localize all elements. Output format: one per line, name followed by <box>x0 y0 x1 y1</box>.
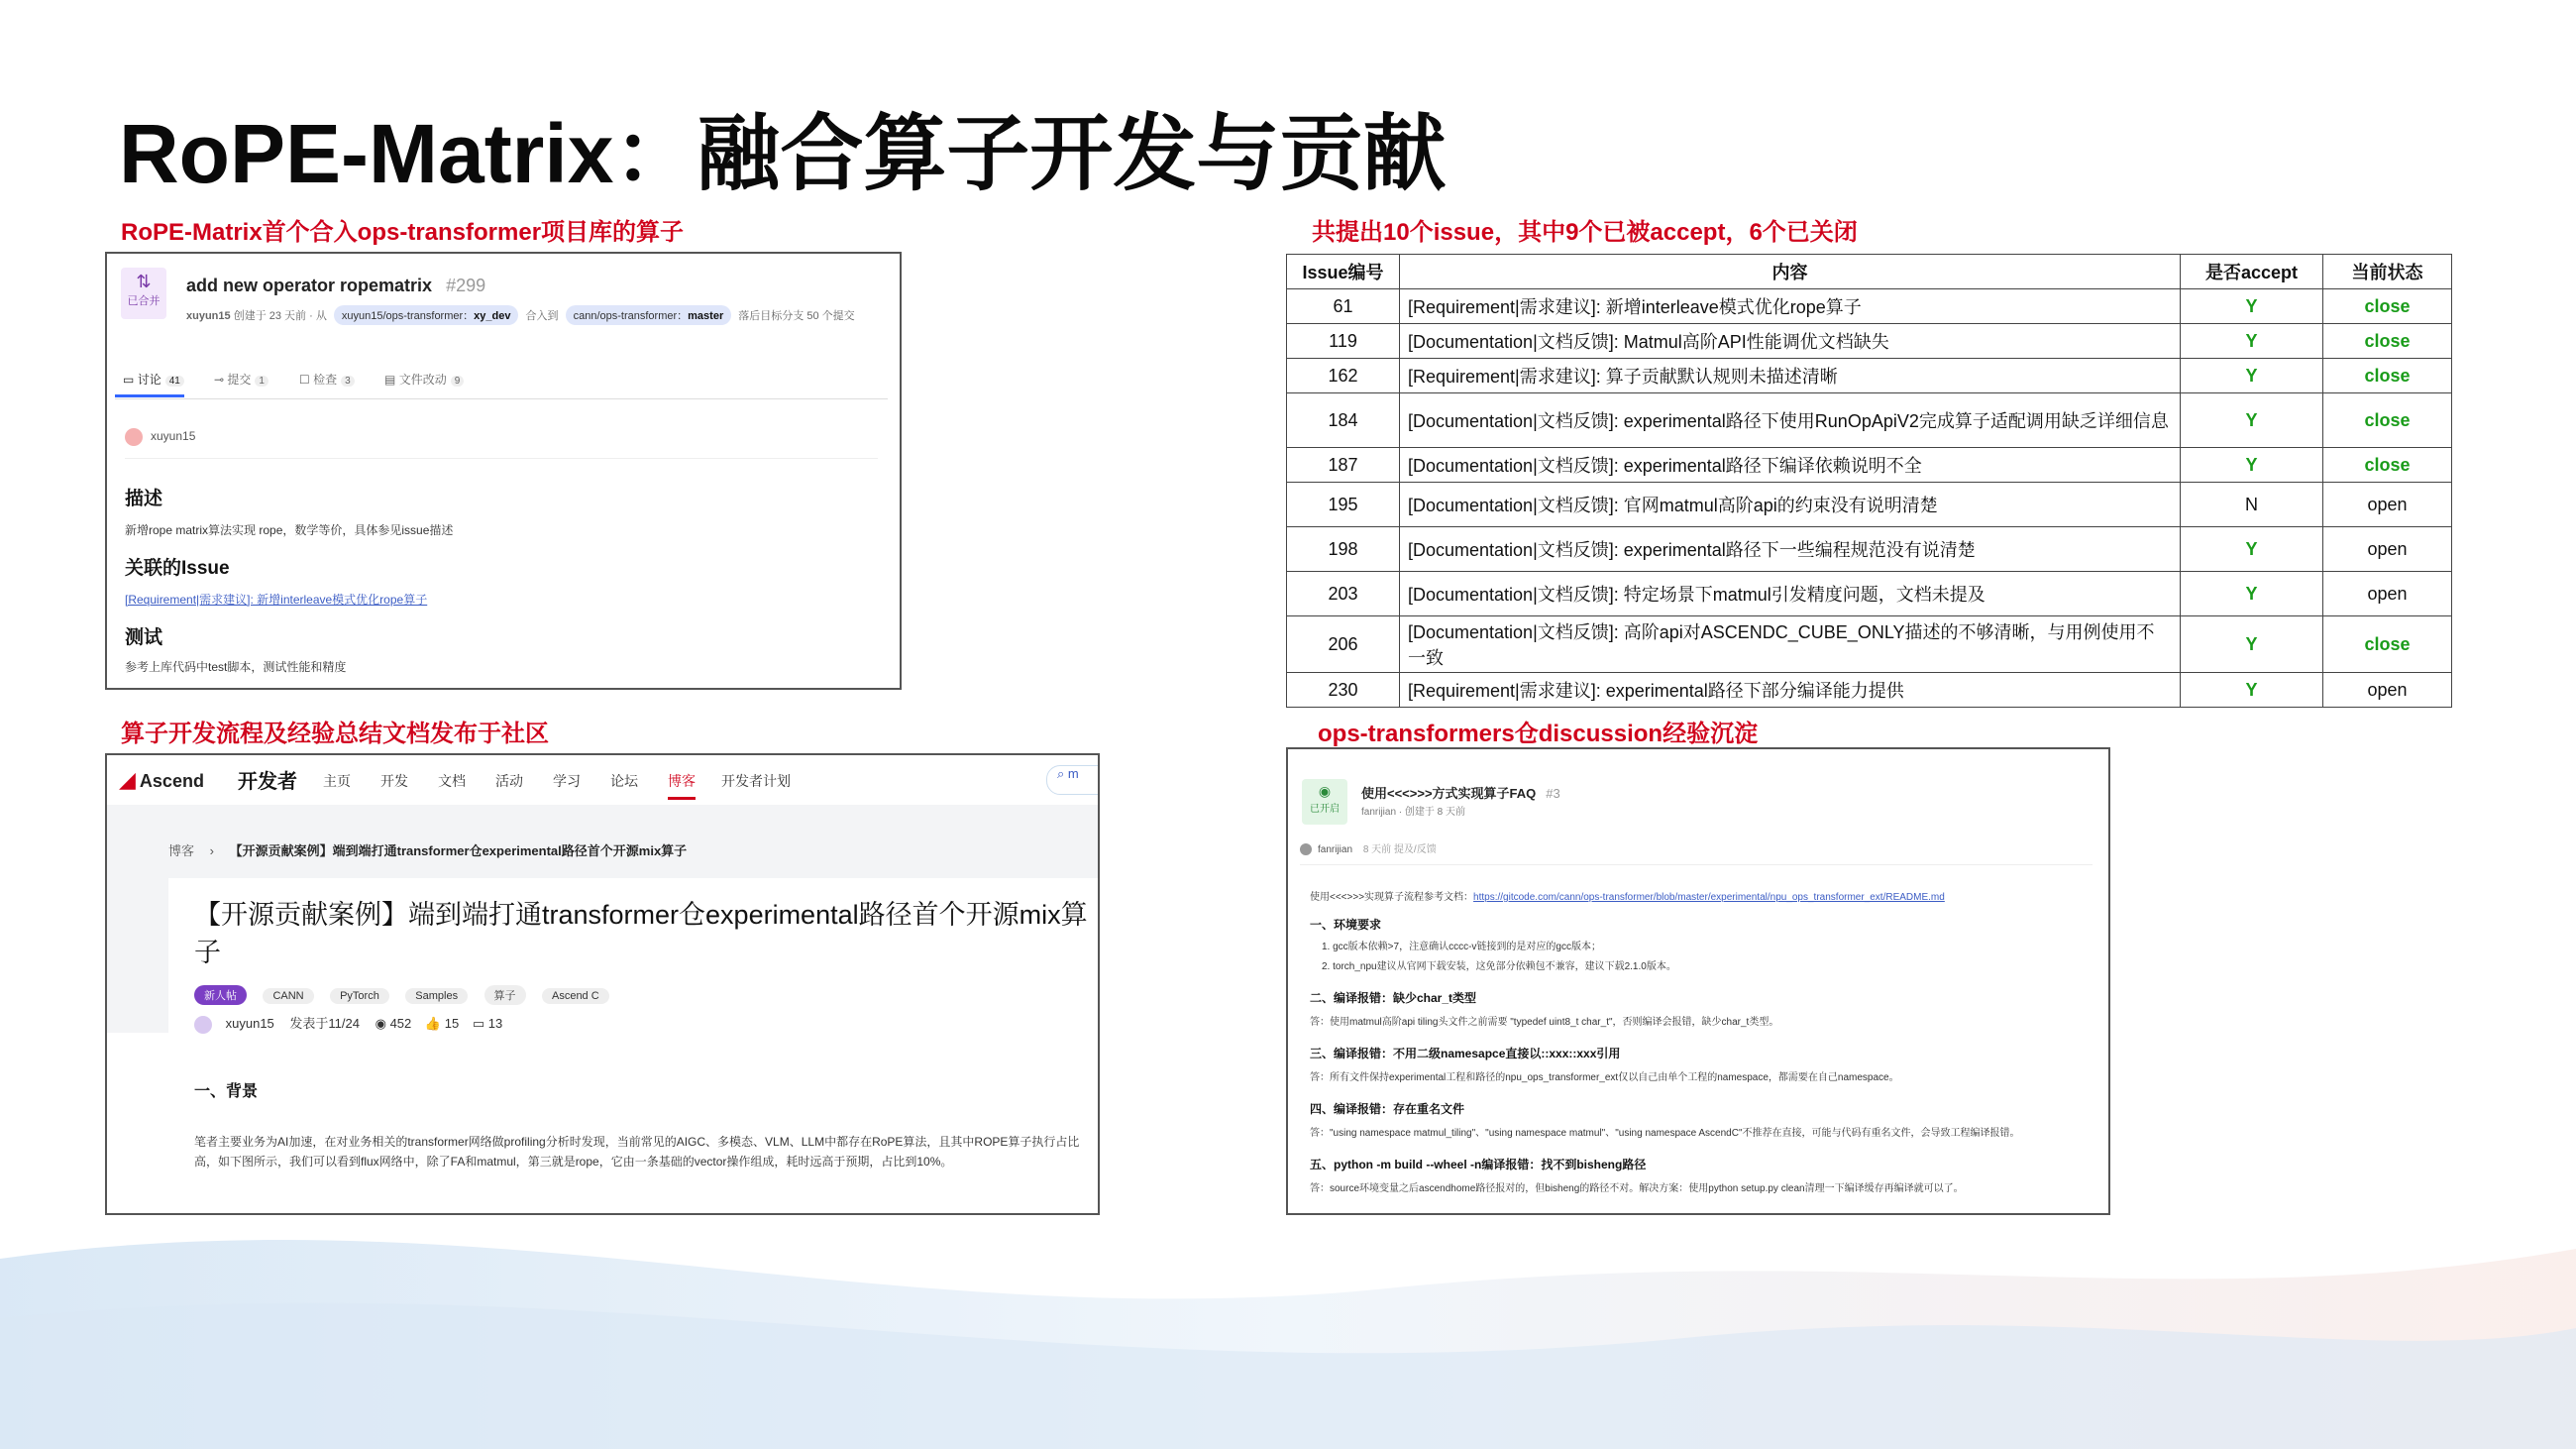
avatar[interactable] <box>194 1016 212 1034</box>
table-header-row <box>1287 255 2452 289</box>
article-title: 【开源贡献案例】端到端打通transformer仓experimental路径首个开源mix算子 <box>194 900 1088 967</box>
issue-accept: Y <box>2181 673 2323 708</box>
faq-heading-1: 一、环境要求 <box>1310 918 1382 932</box>
pr-number: #299 <box>446 276 486 295</box>
nav-dev-program[interactable]: 开发者计划 <box>721 773 791 789</box>
discussion-title[interactable]: 使用<<<>>>方式实现算子FAQ #3 <box>1361 786 1560 801</box>
tab-commits[interactable]: ⊸ 提交 1 <box>214 371 268 388</box>
comment-header: fanrijian 8 天前 提及/反馈 <box>1300 840 2093 865</box>
table-row <box>1287 673 2452 708</box>
nav-events[interactable]: 活动 <box>495 773 523 789</box>
tag-ascend-c[interactable]: Ascend C <box>542 988 609 1004</box>
tag-pytorch[interactable]: PyTorch <box>330 988 389 1004</box>
issue-id: 198 <box>1287 527 1400 572</box>
issue-id: 162 <box>1287 359 1400 393</box>
table-row <box>1287 324 2452 359</box>
linked-issue-link[interactable]: [Requirement|需求建议]: 新增interleave模式优化rope算子 <box>125 593 428 607</box>
tag-cann[interactable]: CANN <box>263 988 313 1004</box>
issue-accept: Y <box>2181 572 2323 616</box>
comment-header: xuyun15 <box>125 428 878 459</box>
desc-heading: 描述 <box>125 489 163 509</box>
tag-newbie[interactable]: 新人帖 <box>194 985 247 1005</box>
col-status: 当前状态 <box>2323 255 2452 289</box>
search-icon: ⌕ <box>1057 766 1065 781</box>
issue-status: open <box>2323 572 2452 616</box>
tab-files[interactable]: ▤ 文件改动 9 <box>384 371 464 388</box>
section-label-issues: 共提出10个issue，其中9个已被accept，6个已关闭 <box>1312 219 1858 246</box>
issue-accept: N <box>2181 483 2323 527</box>
faq-heading-5: 五、python -m build --wheel -n编译报错：找不到bisheng路径 <box>1310 1158 1647 1171</box>
issue-id: 187 <box>1287 448 1400 483</box>
section-heading: 一、背景 <box>194 1083 259 1100</box>
issue-accept: Y <box>2181 324 2323 359</box>
article-paragraph: 笔者主要业务为AI加速，在对业务相关的transformer网络做profiling分析时发现，当前常见的AIGC、多模态、VLM、LLM中都存在RoPE算法，且其中ROPE算子执行占比高，如下图所示，我们可以看到flux网络中，除了FA和matmul，第三就是rope，它由一条基础的vector操作组成，耗时远高于预期，占比到10%。 <box>194 1135 1080 1169</box>
issue-content: [Documentation|文档反馈]: experimental路径下编译依赖说明不全 <box>1400 448 2181 483</box>
section-label-docs: 算子开发流程及经验总结文档发布于社区 <box>121 721 549 747</box>
pr-meta: xuyun15 创建于 23 天前 · 从 xuyun15/ops-transformer：xy_dev 合入到 cann/ops-transformer：master 落后目标分支 50 个提交 <box>186 305 855 325</box>
tag-samples[interactable]: Samples <box>405 988 468 1004</box>
faq-intro: 使用<<<>>>实现算子流程参考文档：https://gitcode.com/cann/ops-transformer/blob/master/experimental/npu_ops_transformer_ext/README.md <box>1310 892 1945 903</box>
issue-id: 119 <box>1287 324 1400 359</box>
issue-accept: Y <box>2181 527 2323 572</box>
search-box[interactable]: ⌕ m <box>1046 765 1100 795</box>
avatar <box>125 428 143 446</box>
pr-screenshot <box>105 252 902 690</box>
commit-icon: ⊸ <box>214 373 225 387</box>
issue-content: [Documentation|文档反馈]: 高阶api对ASCENDC_CUBE_ONLY描述的不够清晰，与用例使用不一致 <box>1400 616 2181 673</box>
table-row <box>1287 483 2452 527</box>
issue-accept: Y <box>2181 359 2323 393</box>
col-content: 内容 <box>1400 255 2181 289</box>
issue-status: open <box>2323 483 2452 527</box>
table-row <box>1287 616 2452 673</box>
chevron-right-icon: › <box>209 843 214 858</box>
thumbs-up-icon[interactable]: 👍 <box>424 1016 442 1031</box>
issue-heading: 关联的Issue <box>125 558 230 579</box>
ascend-blog-screenshot <box>105 753 1100 1215</box>
issue-id: 203 <box>1287 572 1400 616</box>
col-accept: 是否accept <box>2181 255 2323 289</box>
merge-icon: ⇅ <box>136 272 152 291</box>
discussion-status-badge: ◉ 已开启 <box>1302 779 1347 825</box>
table-row <box>1287 289 2452 324</box>
faq-line: 2. torch_npu建议从官网下载安装，这免部分依赖包不兼容，建议下载2.1.0版本。 <box>1322 961 1676 972</box>
issue-content: [Documentation|文档反馈]: experimental路径下使用RunOpApiV2完成算子适配调用缺乏详细信息 <box>1400 393 2181 448</box>
table-row <box>1287 393 2452 448</box>
nav-blog[interactable]: 博客 <box>668 773 696 789</box>
nav-home[interactable]: 主页 <box>323 773 351 789</box>
issue-content: [Requirement|需求建议]: 新增interleave模式优化rope算子 <box>1400 289 2181 324</box>
faq-line: 1. gcc版本依赖>7，注意确认cccc-v链接到的是对应的gcc版本； <box>1322 942 1601 952</box>
faq-line: 答：使用matmul高阶api tiling头文件之前需要 "typedef uint8_t char_t"，否则编译会报错，缺少char_t类型。 <box>1310 1017 1779 1028</box>
pr-status-badge: ⇅ 已合并 <box>121 268 166 319</box>
discussion-screenshot <box>1286 747 2110 1215</box>
issue-content: [Documentation|文档反馈]: Matmul高阶API性能调优文档缺失 <box>1400 324 2181 359</box>
issue-status: open <box>2323 527 2452 572</box>
nav-develop[interactable]: 开发 <box>380 773 408 789</box>
faq-heading-4: 四、编译报错：存在重名文件 <box>1310 1102 1465 1116</box>
pr-author[interactable]: xuyun15 <box>186 310 231 322</box>
tab-underline <box>115 394 184 397</box>
issue-accept: Y <box>2181 289 2323 324</box>
desc-text: 新增rope matrix算法实现 rope，数学等价，具体参见issue描述 <box>125 523 454 537</box>
slide-title: RoPE-Matrix：融合算子开发与贡献 <box>119 107 1447 200</box>
issue-status: close <box>2323 393 2452 448</box>
issue-id: 230 <box>1287 673 1400 708</box>
source-branch-chip[interactable]: xuyun15/ops-transformer：xy_dev <box>334 305 519 325</box>
tab-checks[interactable]: ☐ 检查 3 <box>299 371 355 388</box>
issue-accept: Y <box>2181 393 2323 448</box>
readme-link[interactable]: https://gitcode.com/cann/ops-transformer/blob/master/experimental/npu_ops_transformer_ext/README.md <box>1473 892 1945 903</box>
pr-title[interactable]: add new operator ropematrix #299 <box>186 276 486 295</box>
chat-icon: ▭ <box>123 373 135 387</box>
issue-id: 184 <box>1287 393 1400 448</box>
issue-status: close <box>2323 289 2452 324</box>
tag-operator[interactable]: 算子 <box>484 985 526 1005</box>
nav-forum[interactable]: 论坛 <box>610 773 638 789</box>
faq-heading-3: 三、编译报错：不用二级namesapce直接以::xxx::xxx引用 <box>1310 1047 1621 1060</box>
section-label-discussion: ops-transformers仓discussion经验沉淀 <box>1318 721 1759 747</box>
ascend-logo-icon: ◢ <box>119 767 136 792</box>
issue-id: 206 <box>1287 616 1400 673</box>
issue-status: close <box>2323 359 2452 393</box>
table-row <box>1287 572 2452 616</box>
check-icon: ☐ <box>299 373 310 387</box>
faq-line: 答：所有文件保持experimental工程和路径的npu_ops_transformer_ext仅以自己由单个工程的namespace，都需要在自己namespace。 <box>1310 1072 1899 1083</box>
issue-status: close <box>2323 616 2452 673</box>
issue-status: close <box>2323 448 2452 483</box>
pr-tabs <box>115 365 888 399</box>
avatar <box>1300 843 1312 855</box>
issue-status: close <box>2323 324 2452 359</box>
issue-accept: Y <box>2181 616 2323 673</box>
ascend-logo[interactable]: ◢ Ascend <box>119 767 204 792</box>
issue-content: [Requirement|需求建议]: 算子贡献默认规则未描述清晰 <box>1400 359 2181 393</box>
eye-icon: ◉ <box>375 1016 386 1031</box>
issue-id: 61 <box>1287 289 1400 324</box>
target-branch-chip[interactable]: cann/ops-transformer：master <box>566 305 732 325</box>
table-row <box>1287 359 2452 393</box>
discussion-meta: fanrijian · 创建于 8 天前 <box>1361 807 1466 818</box>
file-icon: ▤ <box>384 373 396 387</box>
issue-content: [Documentation|文档反馈]: experimental路径下一些编程规范没有说清楚 <box>1400 527 2181 572</box>
nav-learn[interactable]: 学习 <box>553 773 581 789</box>
check-circle-icon: ◉ <box>1318 783 1332 799</box>
faq-line: 答：source环境变量之后ascendhome路径报对的，但bisheng的路径不对。解决方案：使用python setup.py clean清理一下编译缓存再编译就可以了。 <box>1310 1183 1964 1194</box>
test-heading: 测试 <box>125 627 163 648</box>
issue-content: [Requirement|需求建议]: experimental路径下部分编译能力提供 <box>1400 673 2181 708</box>
issue-table <box>1286 254 2452 708</box>
issue-accept: Y <box>2181 448 2323 483</box>
col-issue-id: Issue编号 <box>1287 255 1400 289</box>
issue-id: 195 <box>1287 483 1400 527</box>
faq-line: 答："using namespace matmul_tiling"、"using namespace matmul"、"using namespace AscendC"不推荐在直接，可能与代码有重名文件，会导致工程编译报错。 <box>1310 1128 2020 1139</box>
tag-row <box>194 985 621 1005</box>
comment-icon[interactable]: ▭ <box>472 1016 485 1031</box>
issue-status: open <box>2323 673 2452 708</box>
issue-content: [Documentation|文档反馈]: 特定场景下matmul引发精度问题，文档未提及 <box>1400 572 2181 616</box>
section-label-pr: RoPE-Matrix首个合入ops-transformer项目库的算子 <box>121 219 685 246</box>
test-text: 参考上库代码中test脚本，测试性能和精度 <box>125 660 347 674</box>
top-nav <box>107 755 1098 806</box>
issue-content: [Documentation|文档反馈]: 官网matmul高阶api的约束没有说明清楚 <box>1400 483 2181 527</box>
breadcrumb: 博客 › 【开源贡献案例】端到端打通transformer仓experimental路径首个开源mix算子 <box>168 843 688 858</box>
developer-label[interactable]: 开发者 <box>238 771 297 793</box>
faq-heading-2: 二、编译报错：缺少char_t类型 <box>1310 991 1477 1005</box>
table-row <box>1287 448 2452 483</box>
article-meta: xuyun15 发表于11/24 ◉ 452 👍 15 ▭ 13 <box>194 1013 502 1034</box>
nav-docs[interactable]: 文档 <box>438 773 466 789</box>
table-row <box>1287 527 2452 572</box>
tab-discussion[interactable]: ▭ 讨论 41 <box>123 371 184 388</box>
